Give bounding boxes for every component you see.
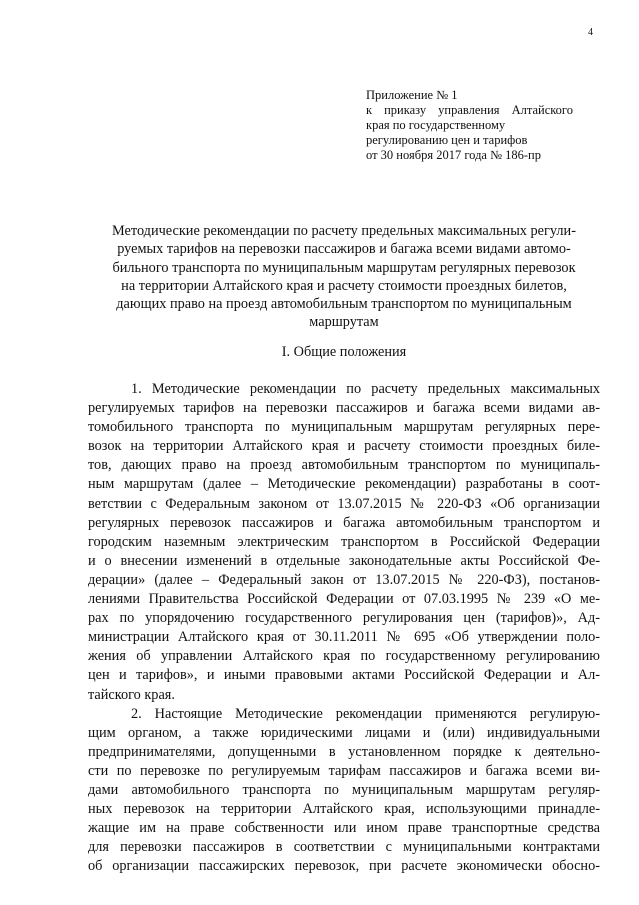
title-line: на территории Алтайского края и расчету стоимости проездных билетов, xyxy=(121,277,567,294)
text-line: лениями Правительства Российской Федерации от 07.03.1995 № 239 «О ме- xyxy=(88,591,600,608)
title-line: Методические рекомендации по расчету предельных максимальных регули- xyxy=(112,223,576,239)
text-line: предпринимателями, допущенными в установленном порядке к деятельно- xyxy=(88,743,600,760)
text-line: и о внесении изменений в отдельные законодательные акты Российской Фе- xyxy=(88,552,600,569)
text-line: ных перевозок на территории Алтайского края, использующими принадле- xyxy=(88,801,600,818)
appendix-line: регулированию цен и тарифов xyxy=(366,133,528,147)
text-line: тов, дающих право на проезд автомобильным транспортом по муниципаль- xyxy=(88,457,600,474)
appendix-line: к приказу управления Алтайского xyxy=(366,103,573,117)
text-line: томобильного транспорта по муниципальным маршрутам регулярных пере- xyxy=(88,419,600,436)
text-line: дами автомобильного транспорта по муниципальным маршрутам регуляр- xyxy=(88,781,600,798)
text-line: жащие им на праве собственности или ином праве транспортные средства xyxy=(88,820,600,837)
text-line: городским наземным электрическим транспортом в Российской Федерации xyxy=(88,533,600,550)
text-line: для перевозки пассажиров в соответствии с муниципальными контрактами xyxy=(88,839,600,856)
document-title xyxy=(88,222,600,332)
body-text xyxy=(88,380,600,876)
text-line: цен и тарифов», и иными правовыми актами Российской Федерации и Ал- xyxy=(88,667,600,684)
appendix-line: края по государственному xyxy=(366,118,506,132)
text-line: тайского края. xyxy=(88,686,175,703)
page-number: 4 xyxy=(588,27,593,38)
text-line: ным маршрутам (далее – Методические рекомендации) разработаны в соот- xyxy=(88,476,600,493)
paragraph-2 xyxy=(88,705,600,877)
text-line: 1. Методические рекомендации по расчету предельных максимальных xyxy=(131,381,600,397)
appendix-line: от 30 ноября 2017 года № 186-пр xyxy=(366,148,541,162)
title-line: дающих право на проезд автомобильным транспортом по муниципальным xyxy=(116,296,572,313)
title-line: маршрутам xyxy=(309,314,379,331)
title-line: руемых тарифов на перевозки пассажиров и багажа всеми видами автомо- xyxy=(117,241,571,258)
section-heading: I. Общие положения xyxy=(281,344,407,360)
text-line: 2. Настоящие Методические рекомендации применяются регулирую- xyxy=(131,705,600,722)
appendix-block xyxy=(366,88,586,163)
text-line: регулярных перевозок пассажиров и багажа автомобильным транспортом и xyxy=(88,514,600,531)
text-line: жения об управлении Алтайского края по государственному регулированию xyxy=(88,648,600,665)
paragraph-1 xyxy=(88,380,600,705)
text-line: щим органом, а также юридическими лицами и (или) индивидуальными xyxy=(88,724,600,741)
text-line: министрации Алтайского края от 30.11.2011 № 695 «Об утверждении поло- xyxy=(88,629,600,646)
text-line: рах по упорядочению государственного регулирования цен (тарифов)», Ад- xyxy=(88,610,600,627)
text-line: об организации пассажирских перевозок, при расчете экономически обосно- xyxy=(88,858,600,875)
title-line: бильного транспорта по муниципальным маршрутам регулярных перевозок xyxy=(112,259,576,276)
text-line: регулируемых тарифов на перевозки пассажиров и багажа всеми видами ав- xyxy=(88,400,600,417)
text-line: сти по перевозке по регулируемым тарифам пассажиров и багажа всеми ви- xyxy=(88,762,600,779)
text-line: возок на территории Алтайского края и расчету стоимости проездных биле- xyxy=(88,438,600,455)
appendix-line: Приложение № 1 xyxy=(366,88,458,102)
text-line: дерации» (далее – Федеральный закон от 13.07.2015 № 220-ФЗ), постанов- xyxy=(88,571,600,588)
text-line: ветствии с Федеральным законом от 13.07.2015 № 220-ФЗ «Об организации xyxy=(88,495,600,512)
